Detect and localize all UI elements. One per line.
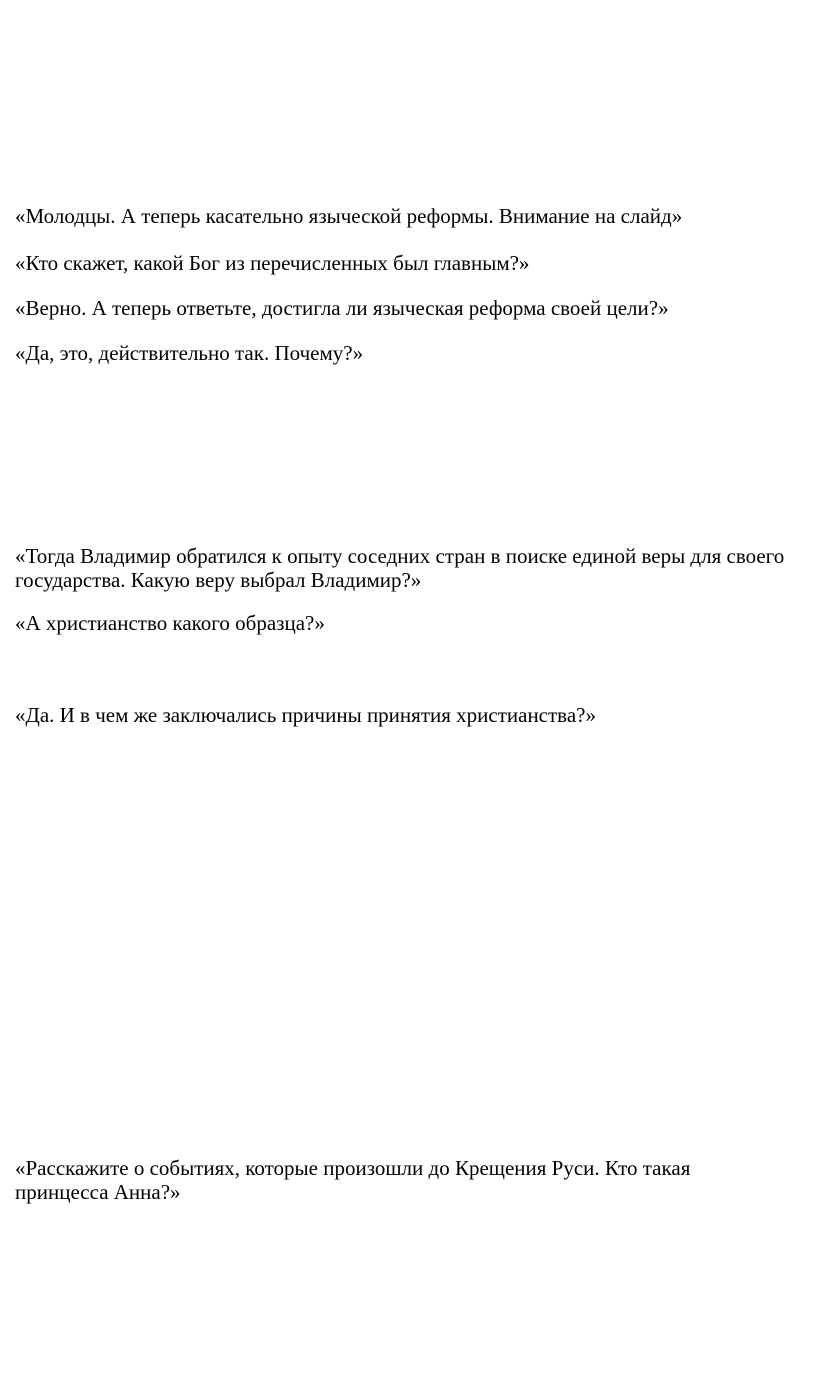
paragraph-1: «Молодцы. А теперь касательно языческой реформы. Внимание на слайд»	[15, 204, 683, 228]
paragraph-3: «Верно. А теперь ответьте, достигла ли языческая реформа своей цели?»	[15, 296, 669, 320]
paragraph-4: «Да, это, действительно так. Почему?»	[15, 341, 364, 365]
paragraph-6: «А христианство какого образца?»	[15, 611, 325, 635]
paragraph-5: «Тогда Владимир обратился к опыту соседних стран в поиске единой веры для своего государства. Какую веру выбрал Владимир?»	[15, 544, 785, 592]
paragraph-7: «Да. И в чем же заключались причины принятия христианства?»	[15, 703, 596, 727]
paragraph-8: «Расскажите о событиях, которые произошли до Крещения Руси. Кто такая принцесса Анна?»	[15, 1156, 691, 1204]
paragraph-2: «Кто скажет, какой Бог из перечисленных был главным?»	[15, 251, 530, 275]
